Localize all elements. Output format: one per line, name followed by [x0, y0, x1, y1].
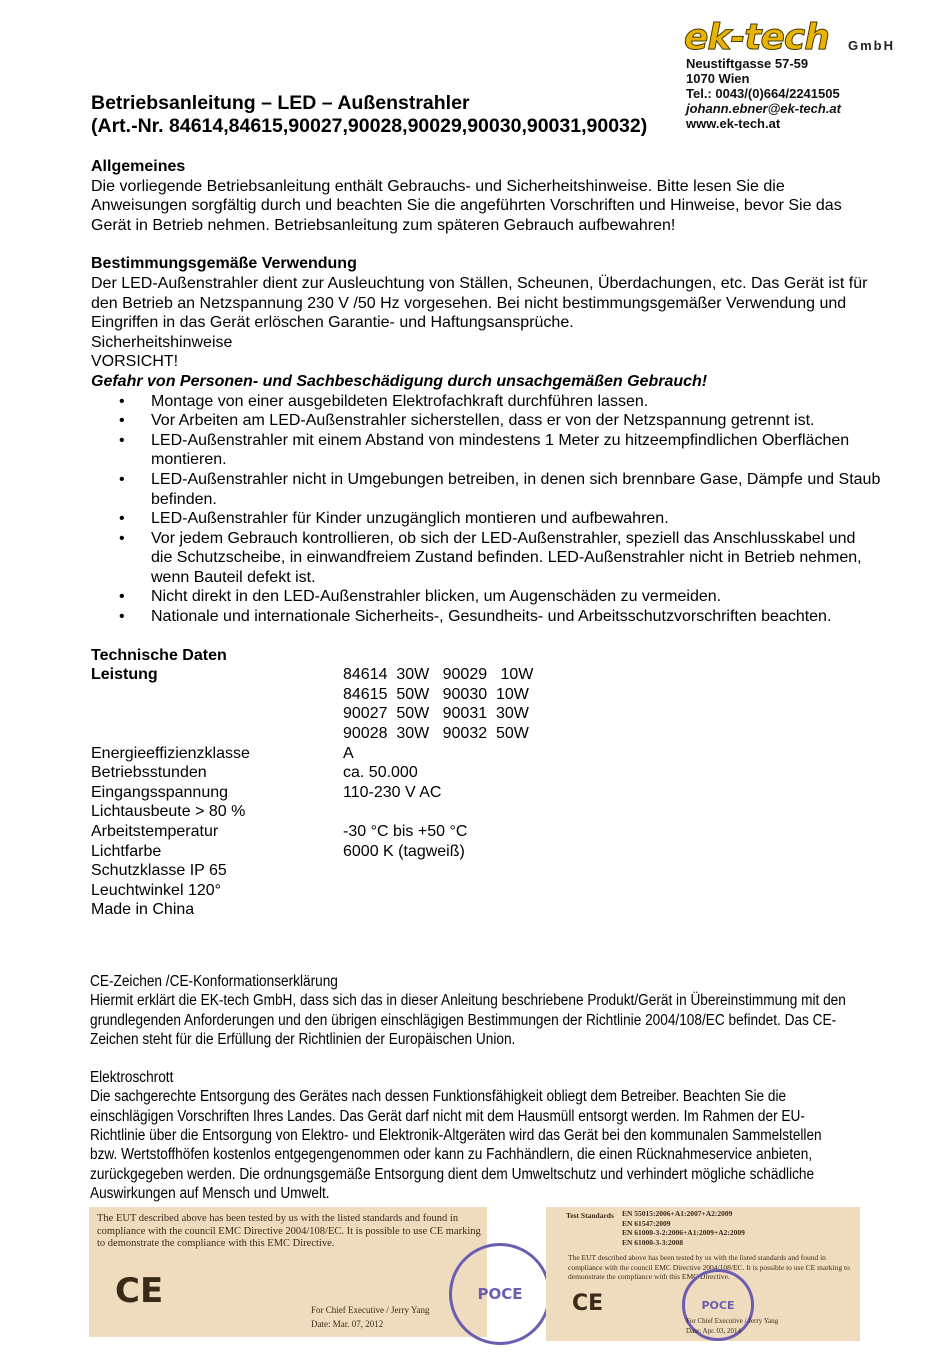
test-standards-label: Test Standards: [566, 1211, 614, 1220]
list-item: • Vor jedem Gebrauch kontrollieren, ob sich der LED-Außenstrahler, speziell das Anschlusskabel und die Schutzscheibe, in einwandfreiem Zustand befinden. LED-Außenstrahler nicht in Betrieb nehmen, wenn Bauteil defekt ist.: [91, 529, 881, 588]
section-heading-ce: CE-Zeichen /CE-Konformationserklärung: [90, 973, 338, 990]
section-heading-schrott: Elektroschrott: [90, 1069, 174, 1087]
section-heading-allgemeines: Allgemeines: [91, 158, 186, 175]
tech-value: 90027 50W 90031 30W: [343, 705, 529, 723]
document-body: [91, 157, 881, 920]
address-street: Neustiftgasse 57-59: [686, 56, 809, 71]
address-city: 1070 Wien: [686, 71, 750, 86]
certificate-image-2: [546, 1207, 860, 1341]
ce-mark: CE: [115, 1271, 164, 1311]
cert-signer: For Chief Executive / Jerry Yang: [311, 1305, 430, 1315]
document-title: [91, 92, 647, 138]
safety-list: [91, 392, 881, 627]
address-phone: Tel.: 0043/(0)664/2241505: [686, 86, 840, 101]
section-text-ce: Hiermit erklärt die EK-tech GmbH, dass sich das in dieser Anleitung beschriebene Produkt/Gerät in Übereinstimmung mit den grundlegenden Anforderungen und den übrigen einschlägigen Bestimmungen der Richtlinie 2004/108/EC befindet. Das CE-Zeichen steht für die Erfüllung der Richtlinien der Europäischen Union.: [90, 992, 846, 1048]
list-item: • LED-Außenstrahler nicht in Umgebungen betreiben, in denen sich brennbare Gase, Dämpfe und Staub befinden.: [91, 470, 881, 509]
tech-row: [91, 783, 881, 803]
title-line-2: (Art.-Nr. 84614,84615,90027,90028,90029,90030,90031,90032): [91, 115, 648, 137]
tech-value: [343, 802, 881, 822]
address-email[interactable]: johann.ebner@ek-tech.at: [686, 101, 841, 116]
tech-row: [91, 802, 881, 822]
company-logo: [684, 17, 914, 58]
list-item: • LED-Außenstrahler mit einem Abstand von mindestens 1 Meter zu hitzeempfindlichen Oberflächen montieren.: [91, 431, 881, 470]
logo-suffix: GmbH: [848, 38, 895, 53]
tech-label: Leistung: [91, 666, 158, 684]
tech-label: Eingangsspannung: [91, 783, 229, 801]
section-heading-tech: Technische Daten: [91, 646, 227, 664]
tech-label: Lichtausbeute > 80 %: [91, 803, 246, 821]
tech-value: 84615 50W 90030 10W: [343, 685, 529, 703]
tech-row: [91, 822, 881, 842]
section-text-verwendung: Der LED-Außenstrahler dient zur Ausleuchtung von Ställen, Scheunen, Überdachungen, etc. Das Gerät ist für den Betrieb an Netzspannung 230 V /50 Hz vorgesehen. Bei nicht bestimmungsgemäßer Verwendung und Eingriffen in das Gerät erlöschen Garantie- und Haftungsansprüche.: [91, 274, 868, 332]
tech-row: [91, 881, 881, 901]
section-text-schrott: Die sachgerechte Entsorgung des Gerätes nach dessen Funktionsfähigkeit obliegt dem Betreiber. Beachten Sie die einschlägigen Vorschriften Ihres Landes. Das Gerät darf nicht mit dem Hausmüll entsorgt werden. Im Rahmen der EU-Richtlinie über die Entsorgung von Elektro- und Elektronik-Altgeräten wird das Gerät bei den kommunalen Sammelstellen bzw. Wertstoffhöfen kostenlos entgegengenommen oder kann zu Fachhändlern, die einen Rücknahmeservice anbieten, zurückgegeben werden. Die ordnungsgemäße Entsorgung dient dem Umweltschutz und verhindert mögliche schädliche Auswirkungen auf Mensch und Umwelt.: [90, 1088, 822, 1202]
tech-label: Arbeitstemperatur: [91, 823, 219, 840]
section-heading-verwendung: Bestimmungsgemäße Verwendung: [91, 255, 357, 273]
list-item: • Montage von einer ausgebildeten Elektrofachkraft durchführen lassen.: [91, 392, 881, 412]
tech-row: [91, 861, 881, 881]
caution-label: VORSICHT!: [91, 353, 179, 371]
cert-date: Date: Apr. 03, 2014: [686, 1327, 742, 1335]
tech-value: -30 °C bis +50 °C: [343, 823, 468, 840]
stamp-text: POCE: [477, 1285, 523, 1303]
tech-row: [91, 763, 881, 783]
tech-row: [91, 842, 881, 862]
logo-brand: ek-tech: [684, 17, 829, 58]
tech-label: Lichtfarbe: [91, 842, 162, 860]
list-item: • LED-Außenstrahler für Kinder unzugänglich montieren und aufbewahren.: [91, 509, 881, 529]
safety-label: Sicherheitshinweise: [91, 333, 233, 351]
stamp-text: POCE: [701, 1298, 735, 1312]
tech-row-leistung: [91, 704, 881, 724]
certificate-image-1: [89, 1207, 523, 1337]
tech-label: Energieeffizienzklasse: [91, 744, 250, 762]
company-address: [686, 56, 841, 131]
tech-row: [91, 744, 881, 764]
tech-value: 110-230 V AC: [343, 783, 442, 801]
tech-value: ca. 50.000: [343, 764, 418, 782]
standard-item: EN 55015:2006+A1:2007+A2:2009: [622, 1209, 733, 1218]
list-item: • Nicht direkt in den LED-Außenstrahler blicken, um Augenschäden zu vermeiden.: [91, 587, 881, 607]
tech-label: Schutzklasse IP 65: [91, 862, 227, 880]
approval-stamp: [449, 1243, 551, 1345]
cert-date: Date: Mar. 07, 2012: [311, 1319, 384, 1329]
ce-mark: CE: [572, 1291, 604, 1316]
tech-row-leistung: [91, 724, 881, 744]
section-text-allgemeines: Die vorliegende Betriebsanleitung enthält Gebrauchs- und Sicherheitshinweise. Bitte lesen Sie die Anweisungen sorgfältig durch und beachten Sie die angeführten Vorschriften und Hinweise, bevor Sie das Gerät in Betrieb nehmen. Betriebsanleitung zum späteren Gebrauch aufbewahren!: [91, 177, 842, 234]
tech-value: 6000 K (tagweiß): [343, 842, 465, 860]
tech-row-leistung: [91, 665, 881, 685]
list-item: • Nationale und internationale Sicherheits-, Gesundheits- und Arbeitsschutzvorschriften beachten.: [91, 607, 881, 627]
standard-item: EN 61547:2009: [622, 1218, 671, 1228]
tech-row: [91, 900, 881, 920]
title-line-1: Betriebsanleitung – LED – Außenstrahler: [91, 92, 470, 114]
tech-label: Betriebsstunden: [91, 764, 207, 782]
tech-value: 90028 30W 90032 50W: [343, 725, 529, 743]
cert-text: The EUT described above has been tested by us with the listed standards and found in compliance with the council EMC Directive 2004/108/EC. It is possible to use CE marking to demonstrate the compliance with this EMC Directive.: [568, 1253, 850, 1281]
warning-text: Gefahr von Personen- und Sachbeschädigung durch unsachgemäßen Gebrauch!: [91, 372, 708, 390]
cert-text: The EUT described above has been tested by us with the listed standards and found in compliance with the council EMC Directive 2004/108/EC. It is possible to use CE marking to demonstrate the compliance with this EMC Directive.: [97, 1213, 481, 1249]
standard-item: EN 61000-3-2:2006+A1:2009+A2:2009: [622, 1228, 745, 1237]
tech-value: 84614 30W 90029 10W: [343, 666, 534, 684]
tech-value: A: [343, 744, 354, 762]
cert-signer: For Chief Executive / Jerry Yang: [686, 1317, 779, 1325]
tech-label: Made in China: [91, 901, 195, 919]
tech-label: Leuchtwinkel 120°: [91, 881, 222, 899]
list-item: • Vor Arbeiten am LED-Außenstrahler sicherstellen, dass er von der Netzspannung getrennt ist.: [91, 411, 881, 431]
standard-item: EN 61000-3-3:2008: [622, 1237, 684, 1247]
test-standards-list: [622, 1209, 745, 1247]
legal-section: [90, 972, 849, 1203]
tech-row-leistung: [91, 685, 881, 705]
address-web[interactable]: www.ek-tech.at: [686, 116, 781, 131]
